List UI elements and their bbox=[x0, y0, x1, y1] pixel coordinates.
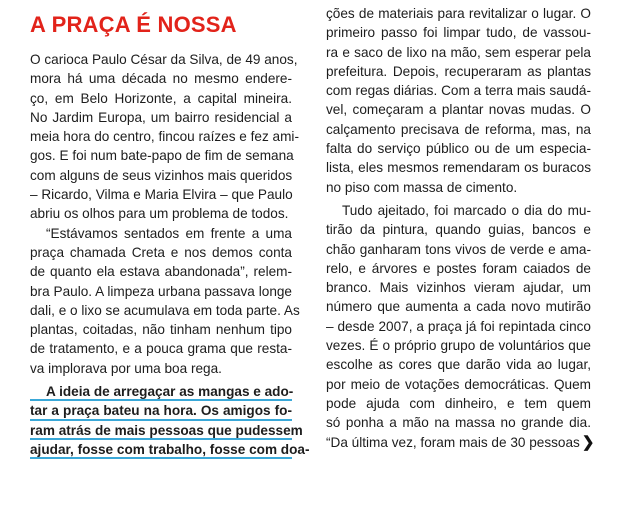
highlighted-line: ajudar, fosse com trabalho, fosse com doa- bbox=[30, 440, 292, 459]
text-line: plantas, coitadas, não tinham nenhum tipo bbox=[30, 322, 292, 338]
text-line: – desde 2007, a praça já foi repintada cinco bbox=[326, 318, 591, 334]
highlighted-line: tar a praça bateu na hora. Os amigos fo- bbox=[30, 401, 292, 420]
text-line: abriu os olhos para um problema de todos. bbox=[30, 206, 289, 222]
text-line: vezes. É o próprio grupo de voluntários que bbox=[326, 338, 591, 354]
text-line: no piso com massa de cimento. bbox=[326, 179, 518, 195]
highlighted-line: A ideia de arregaçar as mangas e ado- bbox=[30, 382, 292, 401]
text-line: O carioca Paulo César da Silva, de 49 anos, bbox=[30, 52, 298, 67]
text-line: primeiro passo foi limpar tudo, de vassou- bbox=[326, 25, 591, 41]
text-line: ções de materiais para revitalizar o lugar. O bbox=[326, 6, 591, 21]
text-line: vel, começaram a plantar novas mudas. O bbox=[326, 102, 591, 118]
right-body bbox=[326, 4, 595, 452]
text-line: por meio de votações democráticas. Quem bbox=[326, 376, 591, 392]
text-line: de quanto ela estava abandonada”, relem- bbox=[30, 264, 292, 280]
text-line: lista, eles mesmos remendaram os buracos bbox=[326, 160, 591, 176]
text-line: “Da última vez, foram mais de 30 pessoas bbox=[326, 434, 580, 450]
text-line: de tratamento, e a pouca grama que resta- bbox=[30, 341, 292, 357]
last-line bbox=[326, 433, 595, 452]
text-line: praça chamada Creta e nos demos conta bbox=[30, 244, 292, 260]
text-line: com alguns de seus vizinhos mais queridos bbox=[30, 167, 293, 183]
text-line: relo, e árvores e postes foram caiados de bbox=[326, 260, 591, 276]
text-line: gos. E foi num bate-papo de fim de semana bbox=[30, 148, 294, 164]
text-line: número que aumenta a cada novo mutirão bbox=[326, 299, 591, 315]
text-line: com regas diárias. Com a terra mais saudá- bbox=[326, 83, 591, 99]
left-column bbox=[30, 0, 310, 459]
text-line: calçamento precisava de reforma, mas, na bbox=[326, 121, 591, 137]
highlighted-line: ram atrás de mais pessoas que pudessem bbox=[30, 421, 292, 440]
text-line: tirão da pintura, quando guias, bancos e bbox=[326, 222, 591, 238]
continue-arrow-icon: ❯ bbox=[581, 433, 595, 451]
text-line: “Estávamos sentados em frente a uma bbox=[46, 225, 292, 241]
right-column bbox=[326, 0, 595, 452]
text-line: só ponha a mão na massa no grande dia. bbox=[326, 415, 591, 431]
text-line: mora há uma década no mesmo endere- bbox=[30, 71, 292, 87]
article-title: A PRAÇA É NOSSA bbox=[30, 12, 237, 37]
text-line: falta do serviço público ou de um especia- bbox=[326, 141, 591, 157]
left-body bbox=[30, 50, 310, 459]
text-line: No Jardim Europa, um bairro residencial a bbox=[30, 109, 292, 125]
text-line: prefeitura. Depois, recuperaram as plantas bbox=[326, 63, 591, 79]
text-line: Tudo ajeitado, foi marcado o dia do mu- bbox=[342, 202, 591, 218]
text-line: va implorava por uma boa rega. bbox=[30, 360, 222, 376]
text-line: chão ganharam tons vivos de verde e ama- bbox=[326, 241, 591, 257]
text-line: meia hora do centro, fincou raízes e fez ami- bbox=[30, 129, 299, 145]
text-line: – Ricardo, Vilma e Maria Elvira – que Paulo bbox=[30, 187, 293, 203]
text-line: dali, e o lixo se acumulava em toda parte. As bbox=[30, 302, 300, 318]
text-line: ço, em Belo Horizonte, a capital mineira. bbox=[30, 90, 292, 106]
text-line: pode ajuda com dinheiro, e tem quem bbox=[326, 395, 591, 411]
text-line: ra e saco de lixo na mão, sem esperar pela bbox=[326, 44, 591, 60]
text-line: branco. Mais vizinhos vieram ajudar, um bbox=[326, 280, 591, 296]
text-line: escolhe as cores que darão vida ao lugar, bbox=[326, 357, 591, 373]
text-line: bra Paulo. A limpeza urbana passava longe bbox=[30, 283, 292, 299]
